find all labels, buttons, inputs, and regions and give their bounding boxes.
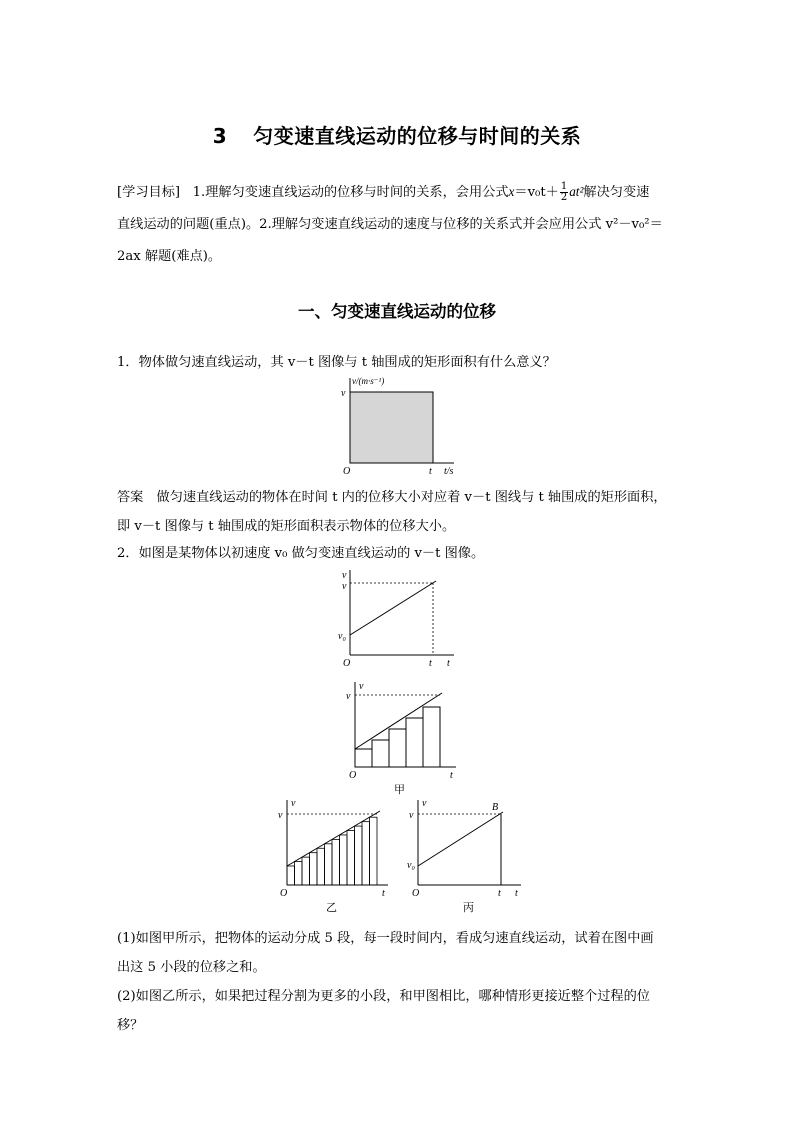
- velocity-line: [287, 811, 380, 866]
- answer-line-2: 即 v－t 图像与 t 轴围成的矩形面积表示物体的位移大小。: [117, 519, 456, 534]
- step-rect-2: [372, 740, 389, 767]
- y-axis-label: v: [342, 570, 347, 581]
- v-label: v: [342, 581, 347, 592]
- velocity-line: [418, 812, 503, 866]
- area-rectangle: [350, 392, 433, 463]
- step-rect: [340, 835, 348, 885]
- v0-label: v₀: [407, 860, 415, 871]
- x-axis-label: t/s: [444, 466, 454, 477]
- t-label: t: [498, 888, 501, 899]
- x-axis-label: t: [382, 888, 385, 899]
- goals-line-3: 2ax 解题(难点)。: [117, 249, 222, 264]
- step-rects: [287, 817, 377, 885]
- figure-uniform-vt: [330, 372, 470, 482]
- step-rect: [317, 848, 325, 885]
- y-axis-label: v: [422, 798, 427, 809]
- sub-question-2-line-2: 移？: [117, 1018, 144, 1033]
- answer-line-1: 答案 做匀速直线运动的物体在时间 t 内的位移大小对应着 v－t 图线与 t 轴围成的矩形面积，: [117, 490, 667, 505]
- goals-text-1-end: 解决匀变速: [583, 185, 650, 200]
- step-rect: [362, 822, 370, 885]
- x-axis-label: t: [450, 770, 453, 781]
- origin-label: O: [343, 466, 351, 477]
- x-axis-label: t: [447, 658, 450, 669]
- question-1: 1．物体做匀速直线运动，其 v－t 图像与 t 轴围成的矩形面积有什么意义？: [117, 355, 556, 370]
- step-rect: [310, 853, 318, 885]
- origin-label: O: [412, 888, 420, 899]
- origin-label: O: [349, 770, 357, 781]
- step-rect: [295, 862, 303, 885]
- fraction-numerator: 1: [560, 181, 568, 192]
- section-heading: 一、匀变速直线运动的位移: [298, 302, 496, 321]
- origin-label: O: [280, 888, 288, 899]
- step-rect: [355, 826, 363, 885]
- step-rect-4: [406, 718, 423, 767]
- step-rect: [347, 831, 355, 885]
- goals-text-1: 1.理解匀变速直线运动的位移与时间的关系，会用公式: [192, 185, 509, 200]
- velocity-line: [355, 693, 442, 749]
- v-label: v: [278, 810, 283, 821]
- caption-yi: 乙: [326, 902, 337, 914]
- step-rect-1: [355, 749, 372, 767]
- point-b-label: B: [492, 802, 499, 813]
- figure-bing: [403, 794, 533, 916]
- formula-x: x: [508, 184, 515, 199]
- figure-jia: [340, 678, 470, 800]
- goals-line-2: 直线运动的问题(重点)。2.理解匀变速直线运动的速度与位移的关系式并会应用公式 v²－v₀²＝: [117, 217, 663, 232]
- figure-accelerated-vt: [330, 566, 470, 670]
- sub-question-2-line-1: (2)如图乙所示，如果把过程分割为更多的小段，和甲图相比，哪种情形更接近整个过程的位: [117, 989, 650, 1004]
- y-axis-label: v: [291, 798, 296, 809]
- fraction-denominator: 2: [560, 192, 568, 203]
- x-axis-label: t: [515, 888, 518, 899]
- step-rect-3: [389, 729, 406, 767]
- formula-part: ＝v₀t＋: [514, 185, 559, 200]
- formula-fraction: [560, 182, 568, 203]
- learning-goals: [117, 176, 679, 273]
- figure-yi: [272, 794, 402, 916]
- caption-jia: 甲: [394, 784, 405, 796]
- v-label: v: [346, 691, 351, 702]
- step-rect: [332, 839, 340, 885]
- step-rect-5: [423, 707, 440, 767]
- page-title: [0, 120, 794, 149]
- y-axis-label: v/(m·s⁻¹): [352, 376, 385, 386]
- origin-label: O: [343, 658, 351, 669]
- velocity-line: [350, 581, 436, 635]
- t-label: t: [429, 658, 432, 669]
- v0-label: v₀: [338, 631, 346, 642]
- question-2: 2．如图是某物体以初速度 v₀ 做匀变速直线运动的 v－t 图像。: [117, 546, 485, 561]
- sub-question-1-line-1: (1)如图甲所示，把物体的运动分成 5 段，每一段时间内，看成匀速直线运动，试着在图中画: [117, 931, 654, 946]
- formula-at2: at²: [569, 184, 584, 199]
- t-label: t: [429, 466, 432, 477]
- caption-bing: 丙: [463, 902, 474, 914]
- title-text: 匀变速直线运动的位移与时间的关系: [253, 124, 582, 148]
- v-label: v: [341, 388, 346, 399]
- step-rect: [302, 857, 310, 885]
- title-number: 3: [212, 124, 228, 148]
- y-axis-label: v: [359, 681, 364, 692]
- step-rect: [287, 866, 295, 885]
- goals-tag: [学习目标]: [117, 185, 181, 200]
- step-rect: [325, 844, 333, 885]
- step-rect: [370, 817, 378, 885]
- v-label: v: [409, 810, 414, 821]
- sub-question-1-line-2: 出这 5 小段的位移之和。: [117, 960, 266, 975]
- goals-line-1: [117, 176, 679, 209]
